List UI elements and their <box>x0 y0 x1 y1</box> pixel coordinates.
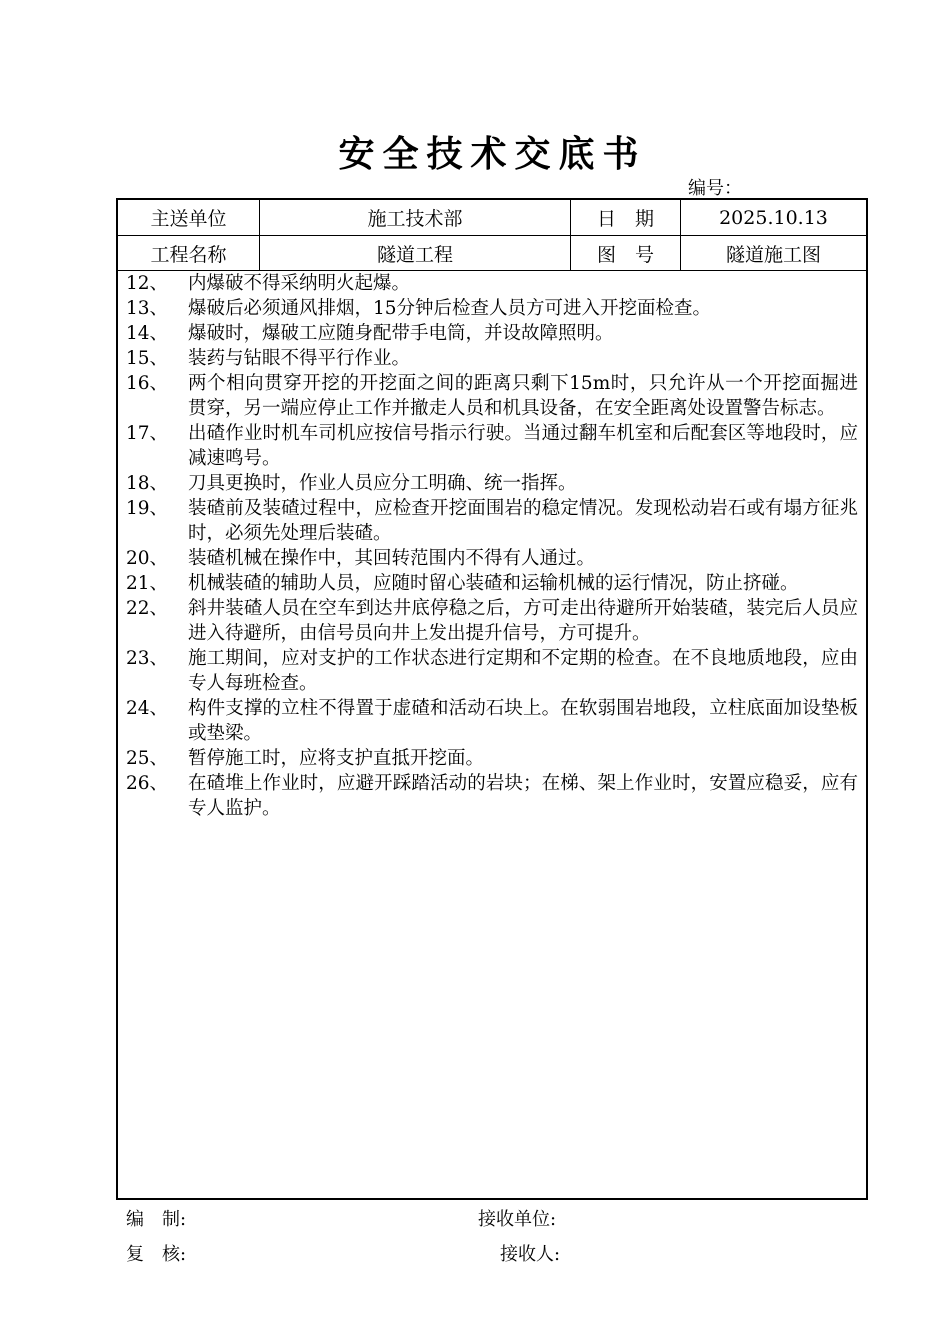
info-table <box>118 200 866 271</box>
list-item <box>118 496 866 546</box>
list-item <box>118 321 866 346</box>
item-text: 施工期间，应对支护的工作状态进行定期和不定期的检查。在不良地质地段，应由专人每班检查。 <box>188 648 858 694</box>
item-text: 在碴堆上作业时，应避开踩踏活动的岩块；在梯、架上作业时，安置应稳妥，应有专人监护。 <box>188 773 858 819</box>
list-item <box>118 371 866 421</box>
item-number: 20、 <box>126 548 169 569</box>
item-text: 爆破时，爆破工应随身配带手电筒，并设故障照明。 <box>188 323 614 344</box>
info-row-2 <box>118 236 866 271</box>
item-text: 爆破后必须通风排烟，15分钟后检查人员方可进入开挖面检查。 <box>188 298 712 319</box>
list-item <box>118 271 866 296</box>
item-number: 14、 <box>126 323 169 344</box>
item-number: 15、 <box>126 348 169 369</box>
document-title: 安全技术交底书 <box>338 133 647 175</box>
project-value: 隧道工程 <box>260 236 571 271</box>
item-number: 19、 <box>126 498 169 519</box>
drawing-value: 隧道施工图 <box>681 236 867 271</box>
date-value: 2025.10.13 <box>681 200 867 236</box>
item-number: 25、 <box>126 748 169 769</box>
item-text: 内爆破不得采纳明火起爆。 <box>188 273 411 294</box>
item-number: 26、 <box>126 773 169 794</box>
item-list <box>118 271 866 821</box>
list-item <box>118 771 866 821</box>
list-item <box>118 346 866 371</box>
item-number: 18、 <box>126 473 169 494</box>
item-text: 机械装碴的辅助人员，应随时留心装碴和运输机械的运行情况，防止挤碰。 <box>188 573 799 594</box>
doc-number-label: 编号： <box>688 178 742 199</box>
item-text: 装碴前及装碴过程中，应检查开挖面围岩的稳定情况。发现松动岩石或有塌方征兆时，必须先处理后装碴。 <box>188 498 858 544</box>
list-item <box>118 596 866 646</box>
list-item <box>118 546 866 571</box>
list-item <box>118 471 866 496</box>
receiver-unit-label: 接收单位: <box>478 1209 557 1230</box>
list-item <box>118 746 866 771</box>
item-text: 斜井装碴人员在空车到达井底停稳之后，方可走出待避所开始装碴，装完后人员应进入待避所，由信号员向井上发出提升信号，方可提升。 <box>188 598 858 644</box>
item-text: 装碴机械在操作中，其回转范围内不得有人通过。 <box>188 548 596 569</box>
item-text: 装药与钻眼不得平行作业。 <box>188 348 411 369</box>
item-number: 16、 <box>126 373 169 394</box>
item-number: 12、 <box>126 273 169 294</box>
item-number: 23、 <box>126 648 169 669</box>
date-label: 日 期 <box>571 200 681 236</box>
item-text: 暂停施工时，应将支护直抵开挖面。 <box>188 748 485 769</box>
list-item <box>118 571 866 596</box>
list-item <box>118 696 866 746</box>
list-item <box>118 296 866 321</box>
item-text: 构件支撑的立柱不得置于虚碴和活动石块上。在软弱围岩地段，立柱底面加设垫板或垫梁。 <box>188 698 858 744</box>
compiler-label: 编 制: <box>126 1209 187 1230</box>
item-number: 24、 <box>126 698 169 719</box>
item-text: 刀具更换时，作业人员应分工明确、统一指挥。 <box>188 473 577 494</box>
item-text: 出碴作业时机车司机应按信号指示行驶。当通过翻车机室和后配套区等地段时，应减速鸣号。 <box>188 423 858 469</box>
item-text: 两个相向贯穿开挖的开挖面之间的距离只剩下15m时，只允许从一个开挖面掘进贯穿，另一端应停止工作并撤走人员和机具设备，在安全距离处设置警告标志。 <box>188 373 858 419</box>
list-item <box>118 646 866 696</box>
item-number: 13、 <box>126 298 169 319</box>
receiver-label: 接收人: <box>500 1244 561 1265</box>
item-number: 17、 <box>126 423 169 444</box>
item-number: 22、 <box>126 598 169 619</box>
project-label: 工程名称 <box>118 236 260 271</box>
reviewer-label: 复 核: <box>126 1244 187 1265</box>
document-frame <box>116 198 868 1200</box>
item-number: 21、 <box>126 573 169 594</box>
list-item <box>118 421 866 471</box>
sender-label: 主送单位 <box>118 200 260 236</box>
sender-value: 施工技术部 <box>260 200 571 236</box>
info-row-1 <box>118 200 866 236</box>
drawing-label: 图 号 <box>571 236 681 271</box>
